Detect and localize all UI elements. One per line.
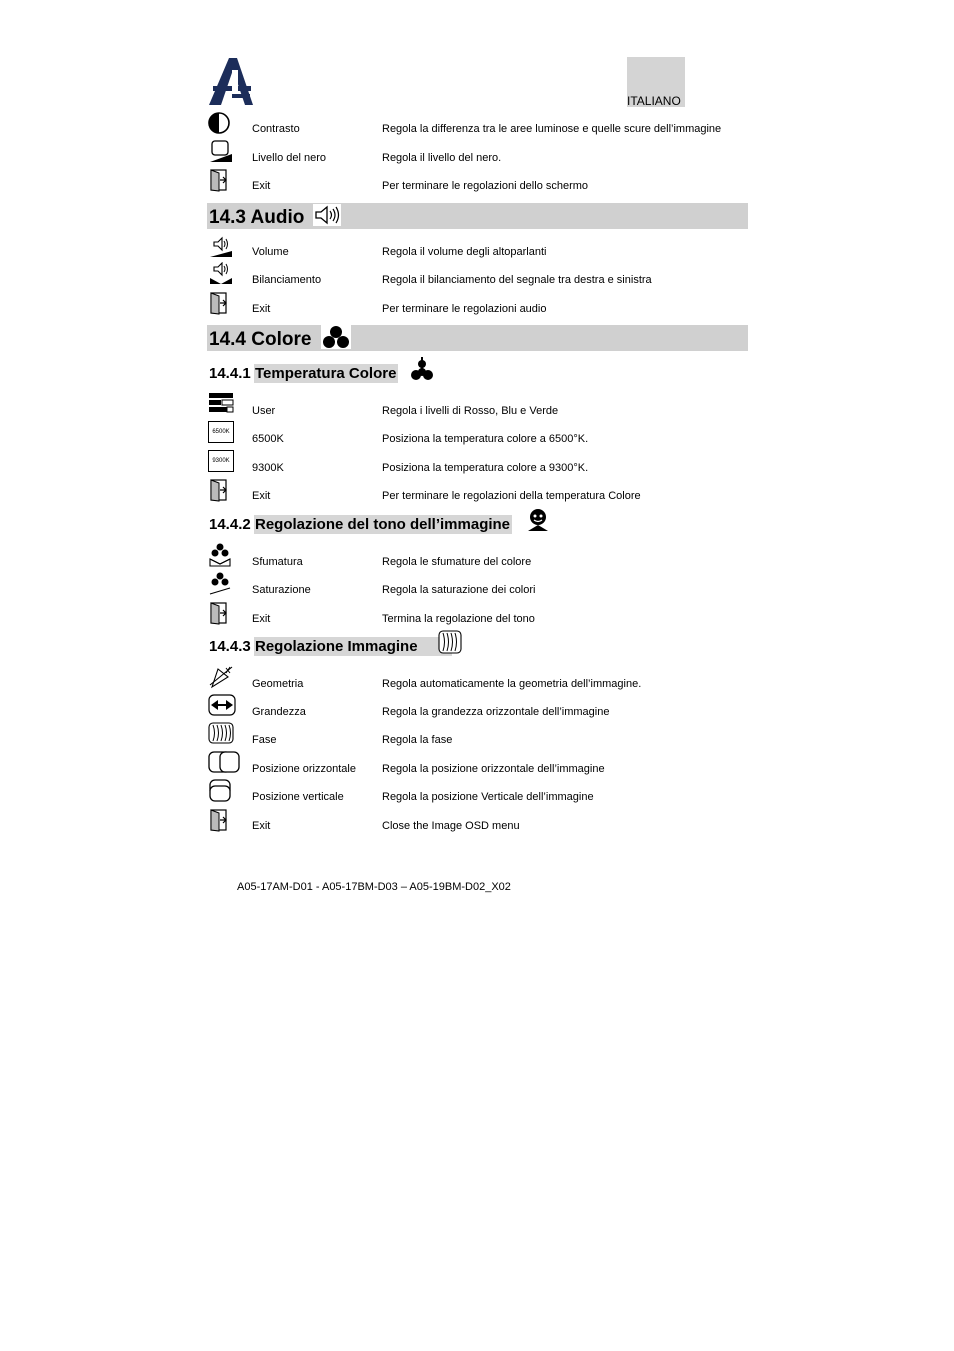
list-item-name: Fase (252, 734, 277, 746)
list-item-name: Livello del nero (252, 152, 326, 164)
list-item-desc: Regola le sfumature del colore (382, 556, 532, 568)
image-phase-icon (438, 630, 462, 654)
list-item-name: Bilanciamento (252, 274, 322, 286)
list-item-desc: Regola la differenza tra le aree luminose e quelle scure dell’immagine (382, 123, 722, 135)
list-item-desc: Regola la posizione orizzontale dell’immagine (382, 763, 605, 775)
list-item-name: Contrasto (252, 123, 300, 135)
exit-icon (208, 168, 234, 192)
list-item-desc: Per terminare le regolazioni della temperatura Colore (382, 490, 641, 502)
list-item-name: Grandezza (252, 706, 306, 718)
list-item-name: Exit (252, 613, 271, 625)
list-item-desc: Termina la regolazione del tono (382, 613, 535, 625)
h-position-icon (208, 751, 234, 775)
subsection-number: 14.4.1 (209, 365, 251, 382)
section-title-color: 14.4 Colore (209, 329, 312, 350)
balance-icon (208, 262, 234, 286)
list-item-desc: Regola il livello del nero. (382, 152, 502, 164)
saturation-icon (208, 572, 234, 596)
contrast-icon (208, 112, 234, 136)
volume-icon (208, 235, 234, 259)
list-item-desc: Posiziona la temperatura colore a 6500°K. (382, 433, 589, 445)
list-item-name: Exit (252, 180, 271, 192)
list-item-name: User (252, 405, 276, 417)
list-item-desc: Per terminare le regolazioni dello schermo (382, 180, 589, 192)
list-item-name: Exit (252, 820, 271, 832)
phase-icon (208, 722, 234, 746)
auto-geometry-icon (208, 665, 234, 689)
list-item-desc: Posiziona la temperatura colore a 9300°K. (382, 462, 589, 474)
footer-code: A05-17AM-D01 - A05-17BM-D03 – A05-19BM-D02_X02 (237, 881, 511, 893)
tone-face-icon (527, 508, 549, 532)
list-item-name: 6500K (252, 433, 284, 445)
list-item-name: Geometria (252, 678, 304, 690)
subsection-number: 14.4.3 (209, 638, 251, 655)
h-size-icon (208, 694, 234, 718)
list-item-name: Exit (252, 303, 271, 315)
list-item-desc: Regola automaticamente la geometria dell’immagine. (382, 678, 642, 690)
exit-icon (208, 601, 234, 625)
black-level-icon (208, 140, 234, 164)
color-circles-icon (321, 325, 351, 349)
list-item-name: 9300K (252, 462, 284, 474)
6500k-icon: 6500K (208, 421, 234, 443)
subsection-title-image: Regolazione Immagine (254, 637, 452, 656)
list-item-name: Sfumatura (252, 556, 303, 568)
list-item-desc: Regola la grandezza orizzontale dell’immagine (382, 706, 610, 718)
list-item-desc: Close the Image OSD menu (382, 820, 520, 832)
atlantis-logo-icon (207, 56, 255, 106)
temperature-icon (410, 356, 434, 382)
hue-icon (208, 543, 234, 567)
list-item-name: Posizione verticale (252, 791, 344, 803)
list-item-desc: Regola i livelli di Rosso, Blu e Verde (382, 405, 559, 417)
v-position-icon (208, 779, 234, 803)
list-item-name: Volume (252, 246, 289, 258)
list-item-desc: Regola il bilanciamento del segnale tra destra e sinistra (382, 274, 652, 286)
list-item-desc: Regola la posizione Verticale dell’immagine (382, 791, 594, 803)
list-item-name: Posizione orizzontale (252, 763, 356, 775)
exit-icon (208, 808, 234, 832)
user-color-icon (208, 392, 234, 416)
language-label: ITALIANO (627, 94, 681, 108)
9300k-icon: 9300K (208, 450, 234, 472)
list-item-desc: Regola la saturazione dei colori (382, 584, 536, 596)
section-title-audio: 14.3 Audio (209, 207, 305, 228)
subsection-title-temperature: Temperatura Colore (255, 365, 397, 382)
list-item-desc: Per terminare le regolazioni audio (382, 303, 547, 315)
subsection-title-tone: Regolazione del tono dell’immagine (255, 516, 511, 533)
list-item-name: Saturazione (252, 584, 311, 596)
audio-speaker-icon (313, 204, 341, 226)
exit-icon (208, 478, 234, 502)
list-item-name: Exit (252, 490, 271, 502)
subsection-number: 14.4.2 (209, 516, 251, 533)
exit-icon (208, 291, 234, 315)
list-item-desc: Regola la fase (382, 734, 453, 746)
list-item-desc: Regola il volume degli altoparlanti (382, 246, 547, 258)
